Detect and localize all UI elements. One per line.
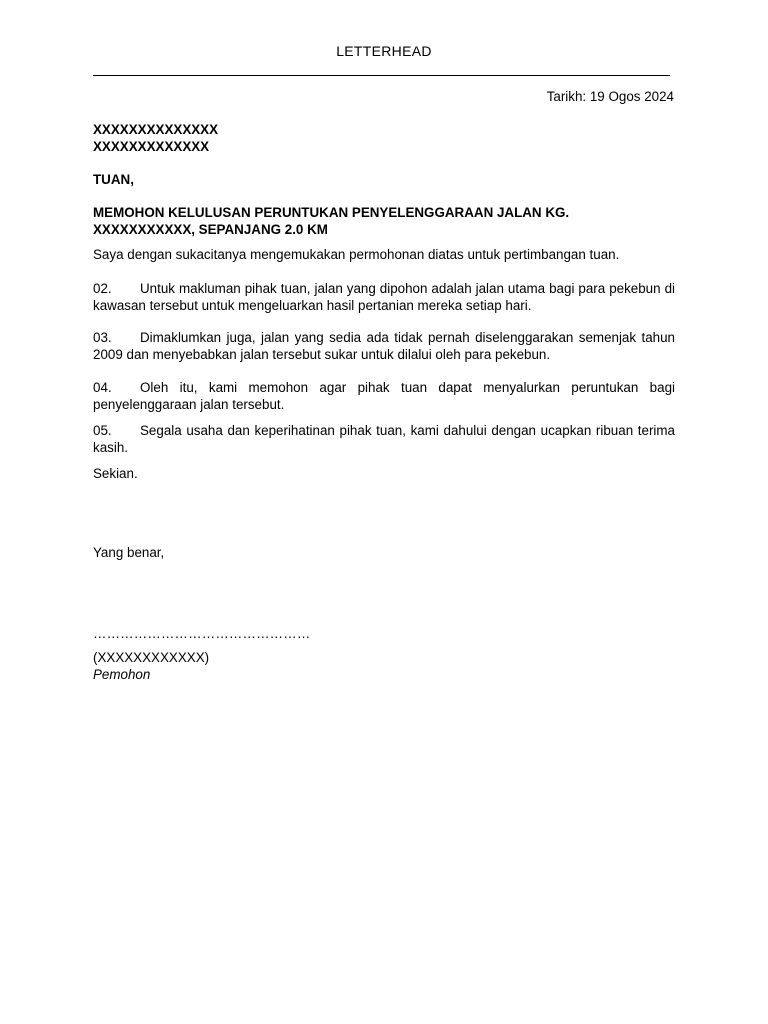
paragraph-03	[93, 329, 675, 363]
recipient-line-1: XXXXXXXXXXXXXX	[93, 122, 219, 137]
salutation: TUAN,	[93, 172, 134, 187]
letterhead-title: LETTERHEAD	[336, 43, 432, 59]
subject-line-2: XXXXXXXXXXX, SEPANJANG 2.0 KM	[93, 222, 328, 237]
subject-line-1: MEMOHON KELULUSAN PERUNTUKAN PENYELENGGARAAN JALAN KG.	[93, 205, 570, 220]
closing-text: Sekian.	[93, 466, 138, 481]
paragraph-04	[93, 379, 675, 413]
paragraph-02	[93, 280, 675, 314]
signature-line: …………………………………………	[93, 626, 311, 641]
paragraph-number: 05.	[93, 423, 112, 438]
signer-name: (XXXXXXXXXXXX)	[93, 650, 210, 665]
paragraph-text: Oleh itu, kami memohon agar pihak tuan dapat menyalurkan peruntukan bagi penyelenggaraan jalan tersebut.	[93, 380, 675, 412]
letter-date: Tarikh: 19 Ogos 2024	[546, 89, 674, 104]
paragraph-number: 04.	[93, 380, 112, 395]
signoff-text: Yang benar,	[93, 545, 165, 560]
paragraph-text: Dimaklumkan juga, jalan yang sedia ada tidak pernah diselenggarakan semenjak tahun 2009 dan menyebabkan jalan tersebut sukar untuk dilalui oleh para pekebun.	[93, 330, 675, 362]
paragraph-text: Untuk makluman pihak tuan, jalan yang dipohon adalah jalan utama bagi para pekebun di kawasan tersebut untuk mengeluarkan hasil pertanian mereka setiap hari.	[93, 281, 675, 313]
subject-heading	[93, 204, 675, 238]
paragraph-number: 03.	[93, 330, 112, 345]
paragraph-05	[93, 422, 675, 456]
intro-paragraph: Saya dengan sukacitanya mengemukakan permohonan diatas untuk pertimbangan tuan.	[93, 247, 620, 262]
signer-role: Pemohon	[93, 667, 151, 682]
letterhead-rule	[93, 75, 670, 76]
paragraph-text: Segala usaha dan keperihatinan pihak tuan, kami dahului dengan ucapkan ribuan terima kasih.	[93, 423, 675, 455]
recipient-line-2: XXXXXXXXXXXXX	[93, 139, 210, 154]
recipient-block	[93, 121, 675, 155]
paragraph-number: 02.	[93, 281, 112, 296]
